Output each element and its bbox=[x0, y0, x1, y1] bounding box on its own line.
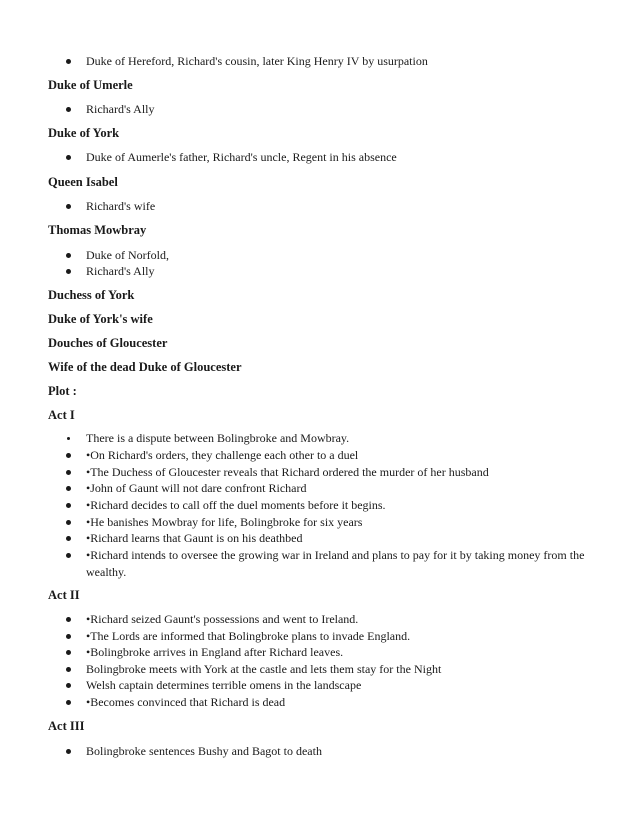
list-item: •Richard intends to oversee the growing war in Ireland and plans to pay for it by taking money from the wealthy. bbox=[86, 548, 585, 579]
list-item: •Richard learns that Gaunt is on his deathbed bbox=[86, 531, 303, 545]
list-item: •Richard seized Gaunt's possessions and went to Ireland. bbox=[86, 612, 359, 626]
section-heading: Duke of Umerle bbox=[48, 78, 133, 92]
list-item: Richard's wife bbox=[86, 199, 156, 213]
section-heading: Wife of the dead Duke of Gloucester bbox=[48, 360, 242, 374]
list-item: •Becomes convinced that Richard is dead bbox=[86, 695, 286, 709]
list-item: Duke of Hereford, Richard's cousin, later King Henry IV by usurpation bbox=[86, 54, 428, 68]
section-heading: Act III bbox=[48, 719, 85, 733]
section-heading: Act II bbox=[48, 588, 80, 602]
list-item: Bolingbroke meets with York at the castle and lets them stay for the Night bbox=[86, 662, 442, 676]
list-item: •Richard decides to call off the duel moments before it begins. bbox=[86, 498, 386, 512]
section-heading: Douches of Gloucester bbox=[48, 336, 168, 350]
section-heading: Queen Isabel bbox=[48, 175, 118, 189]
list-item: •Bolingbroke arrives in England after Richard leaves. bbox=[86, 645, 344, 659]
section-heading: Plot : bbox=[48, 384, 77, 398]
list-item: •He banishes Mowbray for life, Bolingbroke for six years bbox=[86, 515, 363, 529]
list-item: There is a dispute between Bolingbroke and Mowbray. bbox=[86, 431, 350, 445]
list-item: •The Lords are informed that Bolingbroke plans to invade England. bbox=[86, 629, 411, 643]
section-heading: Act I bbox=[48, 408, 75, 422]
list-item: •The Duchess of Gloucester reveals that Richard ordered the murder of her husband bbox=[86, 465, 489, 479]
list-item: Richard's Ally bbox=[86, 102, 155, 116]
list-item: Richard's Ally bbox=[86, 264, 155, 278]
section-heading: Duke of York's wife bbox=[48, 312, 153, 326]
section-heading: Duchess of York bbox=[48, 288, 135, 302]
list-item: Duke of Aumerle's father, Richard's uncle, Regent in his absence bbox=[86, 150, 397, 164]
list-item: •On Richard's orders, they challenge each other to a duel bbox=[86, 448, 359, 462]
list-item: Duke of Norfold, bbox=[86, 248, 169, 262]
list-item: •John of Gaunt will not dare confront Richard bbox=[86, 481, 307, 495]
section-heading: Duke of York bbox=[48, 126, 120, 140]
list-item: Welsh captain determines terrible omens in the landscape bbox=[86, 678, 362, 692]
list-item: Bolingbroke sentences Bushy and Bagot to death bbox=[86, 744, 322, 758]
section-heading: Thomas Mowbray bbox=[48, 223, 147, 237]
